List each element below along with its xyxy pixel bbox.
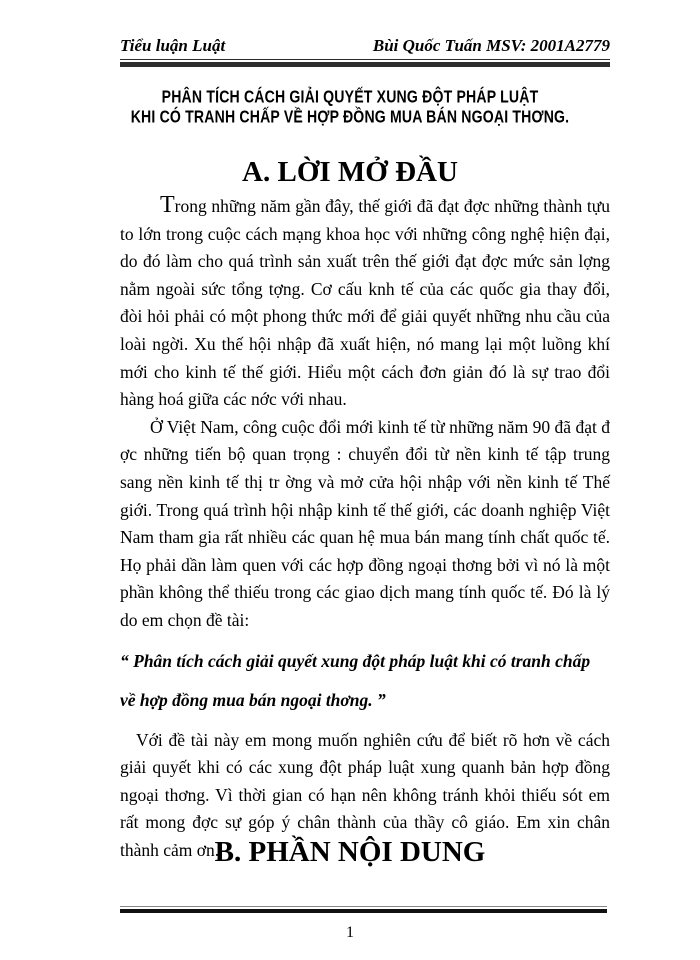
section-heading-body: B. PHẦN NỘI DUNG [214,836,486,868]
document-body [120,193,610,864]
header-underline [120,59,610,60]
paragraph-3: Với đề tài này em mong muốn nghiên cứu để biết rõ hơn về cách giải quyết khi có các xung đột pháp luật xung quanh bản hợp đồng ngoại thơng. Vì thời gian có hạn nên không tránh khỏi thiếu sót em rất mong đợc sự góp ý chân thành của thầy cô giáo. Em xin chân thành cảm ơn. [120,729,610,860]
header-rule-bar [120,62,610,67]
footer-underline [120,906,607,907]
page-header [120,36,610,56]
section-heading-intro: A. LỜI MỞ ĐẦU [242,156,458,188]
footer-rule-bar [120,909,607,913]
paragraph-1 [120,193,610,414]
page-number: 1 [346,924,354,941]
document-title [0,88,700,128]
header-left-title: Tiểu luận Luật [120,36,226,55]
document-title-line1: PHÂN TÍCH CÁCH GIẢI QUYẾT XUNG ĐỘT PHÁP LUẬT [161,87,539,107]
paragraph-2: Ở Việt Nam, công cuộc đổi mới kinh tế từ những năm 90 đã đạt đ ợc những tiến bộ quan trọng : chuyển đổi từ nền kinh tế tập trung sang nền kinh tế thị tr ờng và mở cửa hội nhập với nền kinh tế Thế giới. Trong quá trình hội nhập kinh tế thế giới, các doanh nghiệp Việt Nam tham gia rất nhiều các quan hệ mua bán mang tính chất quốc tế. Họ phải dần làm quen với các hợp đồng ngoại thơng bởi vì nó là một phần không thể thiếu trong các giao dịch mang tính quốc tế. Đó là lý do em chọn đề tài: [120,416,610,630]
header-right-author: Bùi Quốc Tuấn MSV: 2001A2779 [372,36,610,55]
thesis-topic-quote: “ Phân tích cách giải quyết xung đột pháp luật khi có tranh chấp về hợp đồng mua bán ngoại thơng. ” [120,650,591,710]
document-title-line2: KHI CÓ TRANH CHẤP VỀ HỢP ĐỒNG MUA BÁN NGOẠI THƠNG. [130,107,570,127]
paragraph-1-text: rong những năm gần đây, thế giới đã đạt đợc những thành tựu to lớn trong cuộc cách mạng khoa học với những công nghệ hiện đại, do đó làm cho quá trình sản xuất trên thế giới đạt đợc mức sản lợng nằm ngoài sức tổng tợng. Cơ cấu knh tế của các quốc gia thay đổi, đòi hỏi phải có một phong thức mới để giải quyết những nhu cầu của loài ngời. Xu thế hội nhập đã xuất hiện, nó mang lại một luồng khí mới cho kinh tế thế giới. Hiểu một cách đơn giản đó là sự trao đổi hàng hoá giữa các nớc với nhau. [120,196,610,410]
paragraph-1-initial: T [160,192,175,218]
